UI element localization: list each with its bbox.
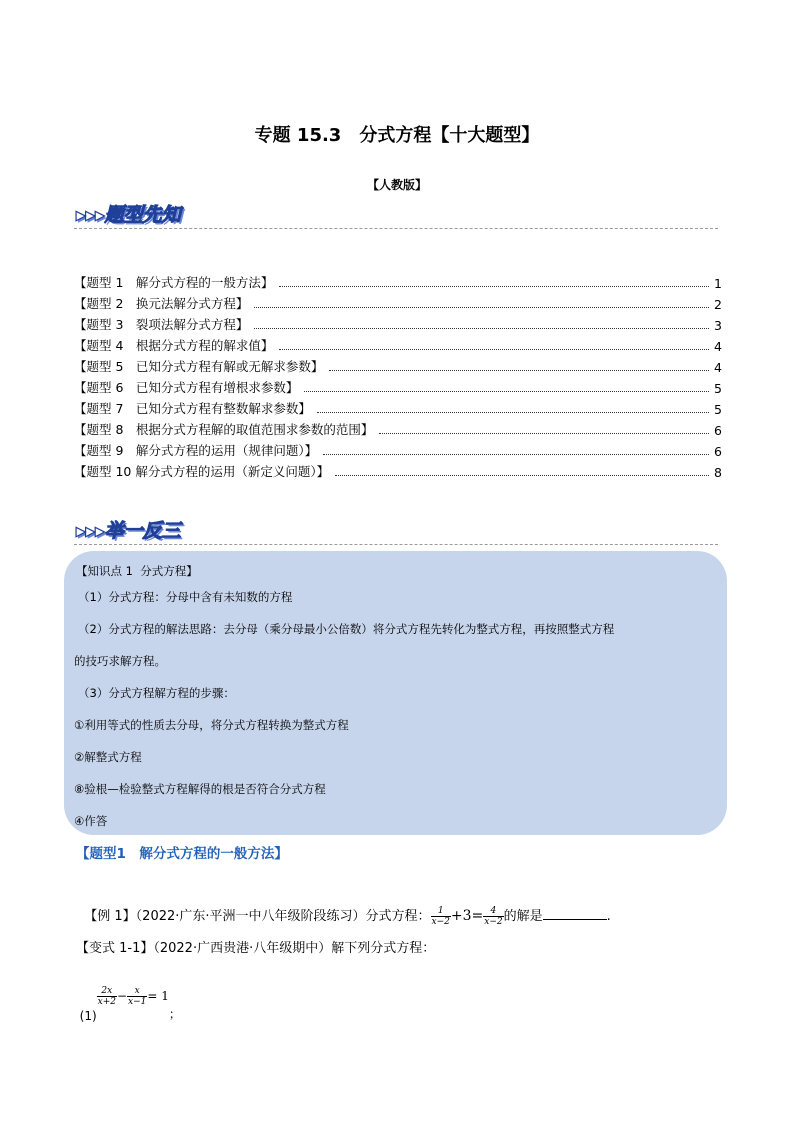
toc-entry-label: 【题型 5 已知分式方程有解或无解求参数】 (74, 359, 324, 374)
toc-entry[interactable] (74, 291, 722, 312)
toc-leader-dots (379, 433, 709, 434)
toc-page-number: 2 (714, 297, 722, 312)
toc-entry-label: 【题型 1 解分式方程的一般方法】 (74, 275, 274, 290)
toc-leader-dots (279, 349, 709, 350)
toc-entry-label: 【题型 3 裂项法解分式方程】 (74, 317, 249, 332)
knowledge-line: （2）分式方程的解法思路：去分母（乘分母最小公倍数）将分式方程先转化为整式方程，再按照整式方程 (78, 622, 615, 636)
toc-page-number: 6 (714, 444, 722, 459)
banner-practice: ▸▸▸举一反三 (76, 520, 181, 542)
toc-entry-label: 【题型 10 解分式方程的运用（新定义问题）】 (74, 464, 330, 479)
divider (74, 544, 718, 545)
toc-entry-label: 【题型 9 解分式方程的运用（规律问题）】 (74, 443, 318, 458)
item-label: (1) (79, 1009, 97, 1023)
toc-page-number: 8 (714, 465, 722, 480)
toc-page-number: 4 (714, 360, 722, 375)
divider (74, 228, 718, 229)
knowledge-line: ②解整式方程 (74, 750, 142, 764)
toc-entry-label: 【题型 7 已知分式方程有整数解求参数】 (74, 401, 311, 416)
toc-entry-label: 【题型 6 已知分式方程有增根求参数】 (74, 380, 299, 395)
toc-entry[interactable] (74, 333, 722, 354)
toc-page-number: 5 (714, 402, 722, 417)
toc-entry[interactable] (74, 354, 722, 375)
example-1 (76, 890, 611, 927)
toc-entry[interactable] (74, 396, 722, 417)
section-heading: 【题型1 解分式方程的一般方法】 (76, 846, 288, 862)
toc-entry[interactable] (74, 459, 722, 480)
example-text: . (606, 909, 611, 924)
toc-entry[interactable] (74, 312, 722, 333)
equation-rhs: = 1 (147, 989, 169, 1003)
fraction: $\frac{1}{x-2}$ (431, 906, 450, 927)
knowledge-line: ④作答 (74, 814, 108, 828)
toc-leader-dots (335, 475, 709, 476)
equation-item (72, 972, 181, 1023)
toc-leader-dots (329, 370, 709, 371)
knowledge-heading: 【知识点 1 分式方程】 (76, 564, 198, 578)
toc-leader-dots (304, 391, 709, 392)
knowledge-line: （1）分式方程：分母中含有未知数的方程 (78, 590, 293, 604)
toc-leader-dots (323, 454, 709, 455)
knowledge-line: ⑧验根—检验整式方程解得的根是否符合分式方程 (74, 782, 326, 796)
toc-leader-dots (317, 412, 709, 413)
fraction: $\frac{4}{x-2}$ (484, 906, 503, 927)
toc-leader-dots (254, 307, 709, 308)
answer-blank (543, 907, 607, 920)
page-title: 专题 15.3 分式方程【十大题型】 (254, 125, 540, 146)
toc-entry[interactable] (74, 417, 722, 438)
banner-preview: ▸▸▸题型先知 (76, 204, 181, 226)
item-end: ； (168, 1007, 181, 1021)
example-text: 的解是 (503, 909, 543, 924)
edition-label: 【人教版】 (366, 178, 427, 192)
toc-page-number: 6 (714, 423, 722, 438)
toc-leader-dots (254, 328, 709, 329)
toc-entry[interactable] (74, 375, 722, 396)
toc-entry-label: 【题型 4 根据分式方程的解求值】 (74, 338, 274, 353)
toc-leader-dots (279, 286, 709, 287)
equation-operator: +3= (450, 908, 484, 924)
knowledge-line: （3）分式方程解方程的步骤： (78, 686, 235, 700)
toc-page-number: 3 (714, 318, 722, 333)
knowledge-line: 的技巧求解方程。 (74, 654, 166, 668)
fraction: $\frac{2x}{x+2}$ (97, 986, 116, 1007)
toc-entry[interactable] (74, 270, 722, 291)
toc-page-number: 4 (714, 339, 722, 354)
variant-1-1: 【变式 1-1】（2022·广西贵港·八年级期中）解下列分式方程： (76, 941, 436, 956)
knowledge-line: ①利用等式的性质去分母，将分式方程转换为整式方程 (74, 718, 349, 732)
toc-page-number: 1 (714, 276, 722, 291)
toc-entry[interactable] (74, 438, 722, 459)
toc-entry-label: 【题型 2 换元法解分式方程】 (74, 296, 249, 311)
fraction: $\frac{x}{x-1}$ (128, 986, 147, 1007)
example-text: 【例 1】（2022·广东·平洲一中八年级阶段练习）分式方程： (84, 909, 431, 924)
table-of-contents (74, 270, 722, 480)
toc-page-number: 5 (714, 381, 722, 396)
equation-operator: − (116, 989, 128, 1003)
knowledge-box (64, 551, 727, 835)
toc-entry-label: 【题型 8 根据分式方程解的取值范围求参数的范围】 (74, 422, 374, 437)
